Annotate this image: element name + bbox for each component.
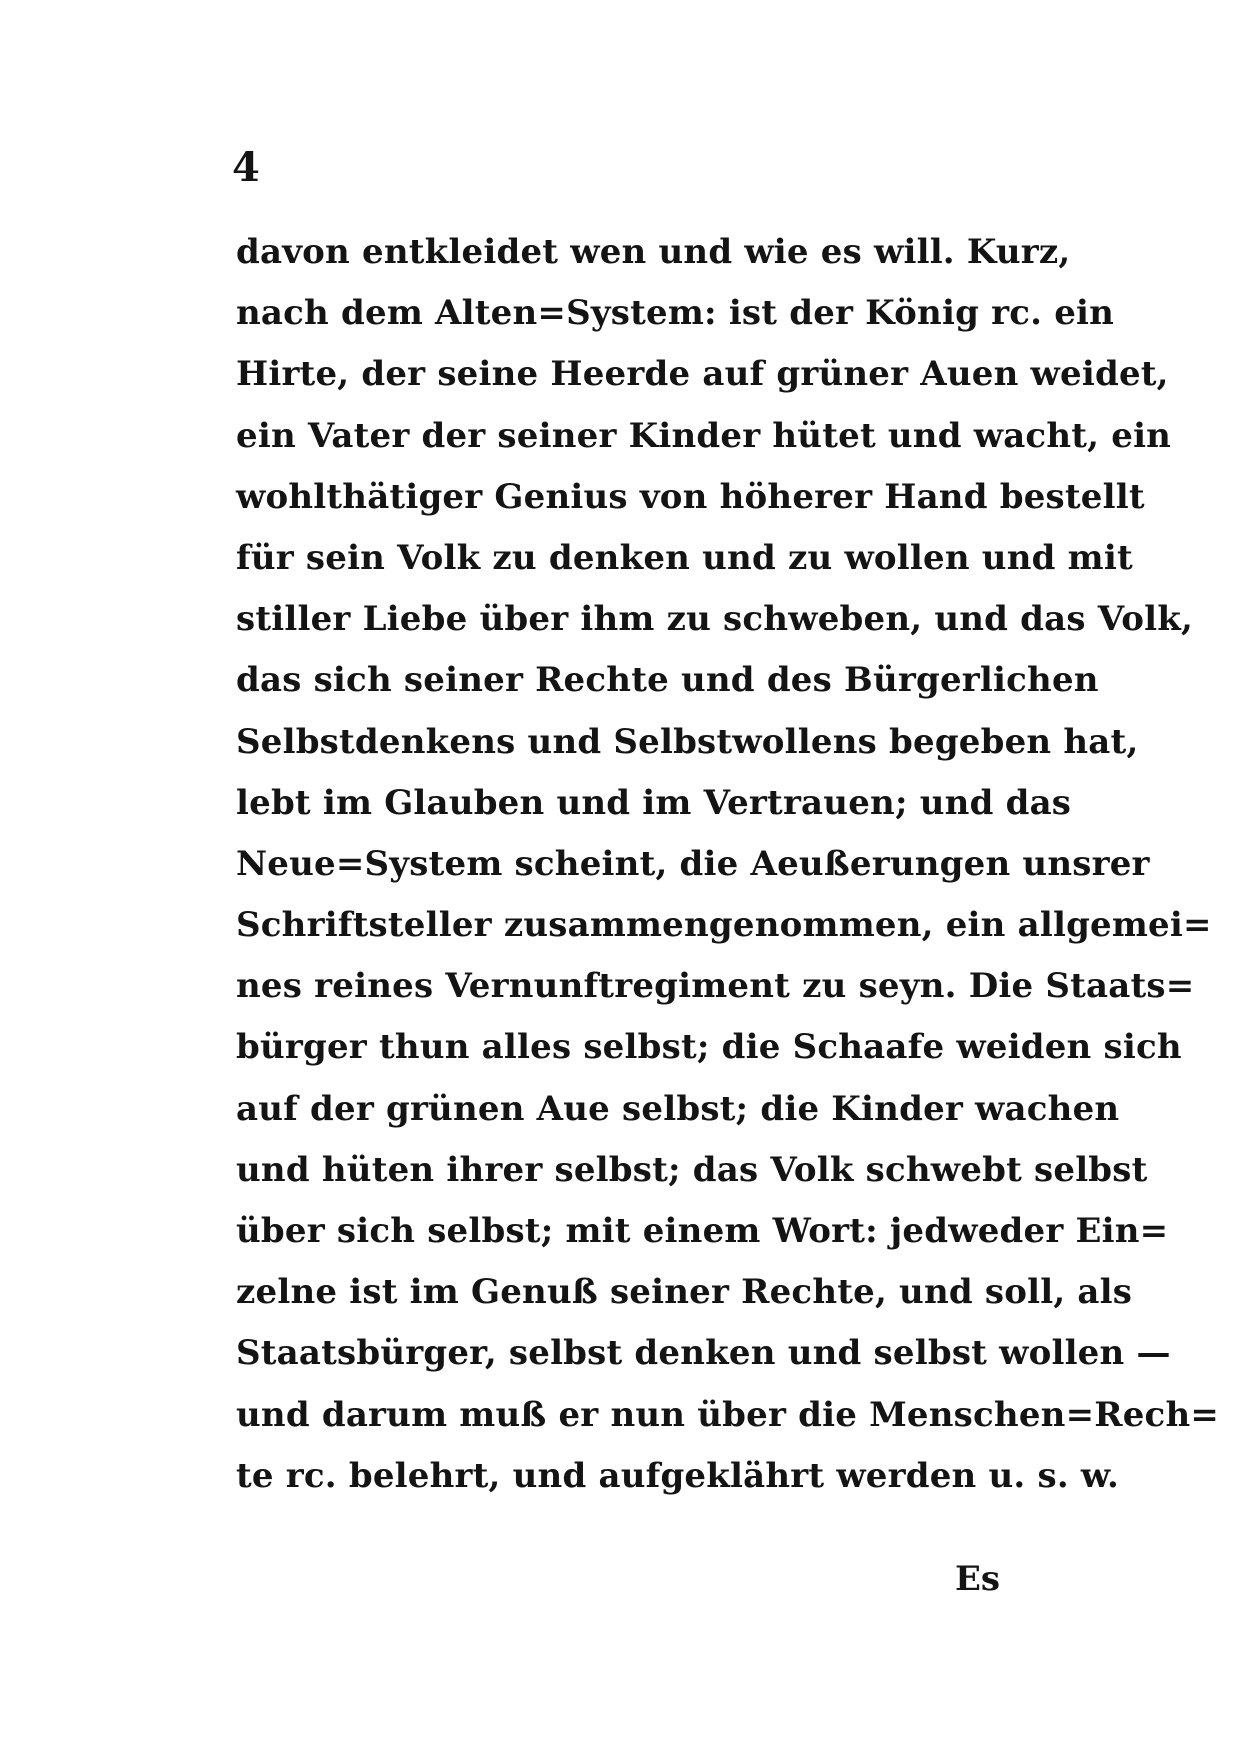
text-line: Schriftsteller zusammengenommen, ein allgemei= — [236, 905, 1212, 946]
text-line: ein Vater der seiner Kinder hütet und wacht, ein — [236, 415, 1172, 456]
text-line: und darum muß er nun über die Menschen=Rech= — [236, 1394, 1220, 1435]
text-line: Selbstdenkens und Selbstwollens begeben hat, — [236, 721, 1139, 762]
text-line: nes reines Vernunftregiment zu seyn. Die Staats= — [236, 966, 1195, 1007]
text-line: über sich selbst; mit einem Wort: jedweder Ein= — [236, 1211, 1169, 1251]
text-line: bürger thun alles selbst; die Schaafe weiden sich — [236, 1027, 1182, 1068]
text-line: lebt im Glauben und im Vertrauen; und das — [236, 782, 1072, 823]
text-line: und hüten ihrer selbst; das Volk schwebt selbst — [236, 1149, 1148, 1190]
text-line: das sich seiner Rechte und des Bürgerlichen — [236, 660, 1099, 701]
text-line: Neue=System scheint, die Aeußerungen unsrer — [236, 843, 1150, 884]
text-line: davon entkleidet wen und wie es will. Kurz, — [236, 232, 1071, 272]
text-line: für sein Volk zu denken und zu wollen und mit — [236, 537, 1133, 578]
text-line: Staatsbürger, selbst denken und selbst wollen — — [236, 1333, 1171, 1374]
text-line: zelne ist im Genuß seiner Rechte, und soll, als — [236, 1272, 1133, 1313]
body-text — [236, 222, 1220, 1507]
text-line: auf der grünen Aue selbst; die Kinder wachen — [236, 1088, 1120, 1129]
page-number: 4 — [232, 144, 260, 191]
text-line: stiller Liebe über ihm zu schweben, und das Volk, — [236, 599, 1194, 640]
text-line: Hirte, der seine Heerde auf grüner Auen weidet, — [236, 354, 1169, 395]
text-line: nach dem Alten=System: ist der König rc. ein — [236, 293, 1115, 334]
catchword: Es — [955, 1559, 1001, 1599]
text-line: te rc. belehrt, und aufgeklährt werden u. s. w. — [236, 1455, 1120, 1496]
text-line: wohlthätiger Genius von höherer Hand bestellt — [236, 476, 1145, 517]
